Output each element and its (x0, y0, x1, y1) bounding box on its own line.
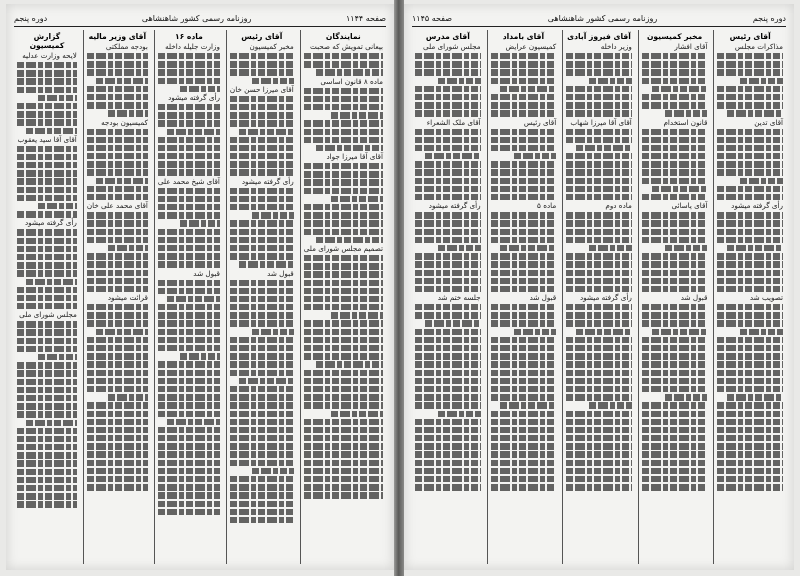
text-line: کمیسیون بودجه (101, 117, 148, 127)
text-line: آقای محمد علی خان (86, 201, 148, 211)
text-line: آقای شیخ محمد علی (157, 176, 220, 186)
text-line: آقای تدین (754, 117, 783, 127)
right-page-header (412, 10, 786, 27)
left-column-3 (154, 30, 223, 564)
right-page-session: دوره پنجم (752, 13, 786, 23)
text-line: ماده ۵ (537, 201, 557, 211)
text-line: آقای آقا سید یعقوب (17, 134, 77, 144)
column-heading: آقای رئیس (241, 32, 283, 41)
left-column-4 (83, 30, 151, 564)
column-heading: آقای رئیس (729, 32, 771, 41)
text-line: آقای میرزا حسن خان (229, 84, 294, 94)
column-heading: آقای بامداد (502, 32, 545, 41)
column-heading: ماده ۱۶ (174, 32, 203, 41)
text-line: آقای ملک الشعراء (426, 117, 481, 127)
text-line: جلسه ختم شد (437, 293, 481, 303)
text-line: رأی گرفته میشود (168, 92, 220, 102)
text-line: ماده دوم (605, 201, 632, 211)
left-page-title: روزنامه رسمی کشور شاهنشاهی (141, 13, 252, 23)
text-line: قرائت میشود (107, 293, 148, 303)
text-line: رأی گرفته میشود (579, 293, 632, 303)
right-page-label: صفحه ۱۱۴۵ (412, 13, 453, 23)
column-heading: مخبر کمیسیون (646, 32, 703, 41)
text-line: مجلس شورای ملی (19, 310, 77, 320)
right-column-5 (412, 30, 484, 564)
column-heading: آقای وزیر مالیه (88, 32, 147, 41)
right-page-title: روزنامه رسمی کشور شاهنشاهی (547, 13, 658, 23)
text-line: قبول شد (267, 268, 294, 278)
text-line: رأی گرفته میشود (731, 201, 783, 211)
left-page (6, 4, 394, 570)
text-block (304, 53, 383, 59)
text-line: قبول شد (193, 268, 220, 278)
left-column-5 (14, 30, 80, 564)
text-line: آقای رئیس (523, 117, 557, 127)
column-heading: گزارش کمیسیون (29, 32, 65, 50)
right-page-columns (412, 30, 786, 564)
text-line: بودجه مملکتی (105, 42, 148, 51)
text-line: مخبر کمیسیون (249, 42, 294, 51)
text-line: رأی گرفته میشود (241, 176, 294, 186)
text-line: قانون استخدام (663, 117, 708, 127)
text-line: آقای آقا میرزا جواد (326, 152, 383, 162)
text-line: بیعانی تمویش که صحبت (310, 42, 383, 51)
book-gutter (394, 0, 404, 576)
text-line: لایحه وزارت عدلیه (22, 51, 77, 60)
text-line: مذاکرات مجلس (734, 42, 783, 51)
right-column-2 (638, 30, 711, 564)
text-line: تصمیم مجلس شورای ملی (303, 243, 383, 253)
left-page-header (14, 10, 386, 27)
right-column-1 (713, 30, 786, 564)
column-heading: آقای فیروز آبادی (567, 32, 631, 41)
text-line: ماده ۸ قانون اساسی (320, 76, 383, 86)
left-column-1 (300, 30, 386, 564)
column-heading: آقای مدرس (425, 32, 470, 41)
text-line: آقای یاسائی (671, 201, 708, 211)
text-line: قبول شد (680, 293, 708, 303)
text-line: تصویب شد (749, 293, 783, 303)
left-page-session: دوره پنجم (14, 13, 48, 23)
right-page (404, 4, 794, 570)
text-line: آقای افشار (674, 42, 708, 51)
text-line: مجلس شورای ملی (422, 42, 481, 51)
text-line: وزیر داخله (600, 42, 632, 51)
text-line: وزارت جلیله داخله (165, 42, 220, 51)
text-line: آقای آقا میرزا شهاب (570, 117, 632, 127)
text-line: رأی گرفته میشود (24, 218, 77, 228)
left-page-columns (14, 30, 386, 564)
right-column-3 (562, 30, 635, 564)
left-page-label: صفحه ۱۱۴۴ (345, 13, 386, 23)
text-line: قبول شد (529, 293, 557, 303)
text-line: رأی گرفته میشود (428, 201, 481, 211)
text-line: کمیسیون عرایض (505, 42, 557, 51)
right-column-4 (487, 30, 560, 564)
column-heading: نمایندگان (325, 32, 361, 41)
left-column-2 (226, 30, 297, 564)
